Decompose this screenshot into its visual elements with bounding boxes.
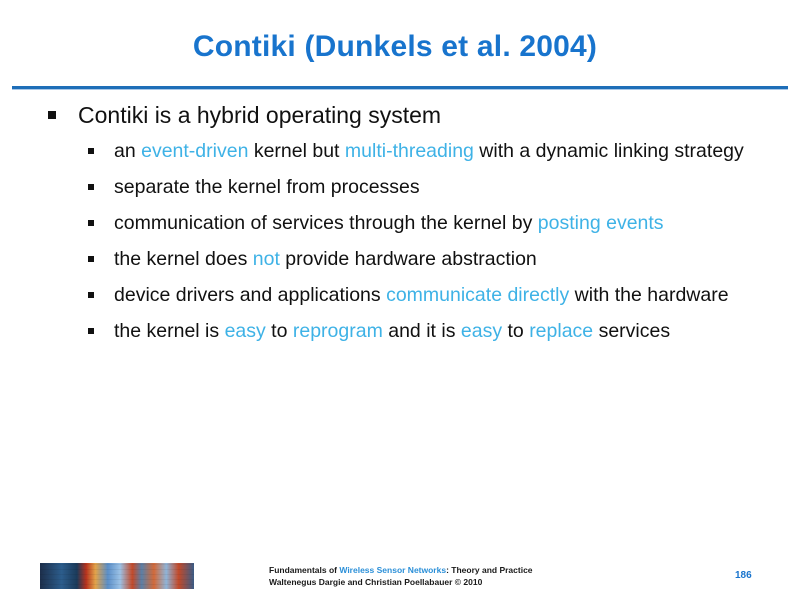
footer-line-2: Waltenegus Dargie and Christian Poellabauer © 2010 <box>269 577 483 587</box>
bullet-text: the kernel is <box>114 320 225 342</box>
square-bullet-icon <box>88 328 94 334</box>
square-bullet-icon <box>88 256 94 262</box>
sub-bullet-list <box>0 138 800 344</box>
slide-title: Contiki (Dunkels et al. 2004) <box>192 30 598 63</box>
square-bullet-icon <box>88 220 94 226</box>
square-bullet-icon <box>48 111 56 119</box>
highlighted-term: multi-threading <box>344 140 474 162</box>
main-bullet <box>0 100 800 130</box>
bullet-text: communication of services through the kernel by <box>114 212 538 234</box>
bullet-text: provide hardware abstraction <box>279 248 537 270</box>
square-bullet-icon <box>88 148 94 154</box>
bullet-text: and it is <box>382 320 461 342</box>
bullet-text: device drivers and applications <box>114 284 387 306</box>
highlighted-term: not <box>252 248 280 270</box>
sub-bullet-item <box>0 282 800 308</box>
bullet-text: kernel but <box>248 140 345 162</box>
title-divider <box>12 86 788 90</box>
slide-content <box>0 100 800 354</box>
bullet-text: to <box>502 320 530 342</box>
square-bullet-icon <box>88 292 94 298</box>
sub-bullet-item <box>0 318 800 344</box>
sub-bullet-item <box>0 210 800 236</box>
sub-bullet-item <box>0 246 800 272</box>
bullet-text: to <box>265 320 293 342</box>
highlighted-term: communicate directly <box>386 284 570 306</box>
highlighted-term: event-driven <box>141 140 249 162</box>
sub-bullet-item <box>0 174 800 200</box>
highlighted-term: reprogram <box>292 320 383 342</box>
footer-collage-image <box>40 563 194 589</box>
main-bullet-text: Contiki is a hybrid operating system <box>78 102 442 128</box>
bullet-text: services <box>593 320 671 342</box>
bullet-text: an <box>114 140 142 162</box>
bullet-text: the kernel does <box>114 248 253 270</box>
highlighted-term: easy <box>224 320 266 342</box>
bullet-text: with the hardware <box>569 284 729 306</box>
square-bullet-icon <box>88 184 94 190</box>
highlighted-term: posting events <box>537 212 664 234</box>
footer-line-1: Fundamentals of Wireless Sensor Networks: Theory and Practice <box>269 565 533 575</box>
page-number: 186 <box>735 570 752 581</box>
bullet-text: separate the kernel from processes <box>114 176 420 198</box>
bullet-text: with a dynamic linking strategy <box>473 140 744 162</box>
sub-bullet-item <box>0 138 800 164</box>
footer-credits <box>269 564 533 588</box>
footer-book-link: Wireless Sensor Networks <box>339 565 447 575</box>
highlighted-term: easy <box>460 320 503 342</box>
highlighted-term: replace <box>529 320 594 342</box>
